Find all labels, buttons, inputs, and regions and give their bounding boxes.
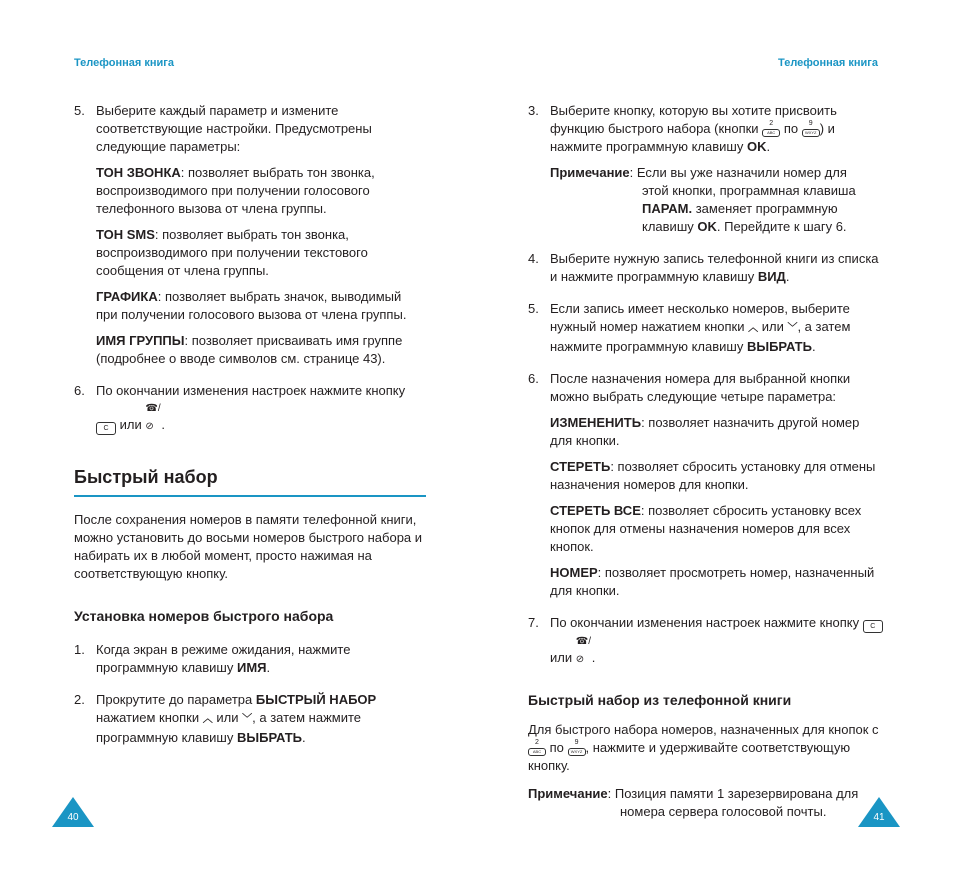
setup-step-5: 5. Если запись имеет несколько номеров, выберите нужный номер нажатием кнопки ︿ или ﹀, а затем нажмите программную клавишу ВЫБРАТЬ. [528, 301, 851, 354]
softkey-label: ВЫБРАТЬ [746, 339, 812, 354]
end-key-icon: ☎/⊘ [145, 403, 161, 432]
page-number-badge [52, 797, 94, 827]
softkey-label: OK [746, 139, 767, 154]
note-text: : Позиция памяти 1 зарезервирована для [607, 786, 859, 801]
option-edit [528, 414, 884, 450]
option-desc: : позволяет назначить другой номер для кнопки. [550, 415, 860, 448]
menu-option: БЫСТРЫЙ НАБОР [255, 692, 377, 707]
key-2-icon [528, 741, 546, 757]
left-page-body [74, 102, 426, 747]
option-term: ТОН ЗВОНКА [96, 165, 181, 180]
step-number: 4. [528, 251, 539, 266]
setup-step-3: 3. Выберите кнопку, которую вы хотите присвоить функцию быстрого набора (кнопки 2 ABC по 9 WXYZ ) и нажмите программную клавишу OK. [528, 103, 837, 154]
key-9-icon [568, 741, 586, 757]
step-text: Выберите нужную запись телефонной книги из списка и нажмите программную клавишу [550, 251, 879, 284]
note-text: : Если вы уже назначили номер для [629, 165, 847, 180]
note-text: . Перейдите к шагу 6. [716, 219, 847, 234]
step-number: 7. [528, 615, 539, 630]
step-text: По окончании изменения настроек нажмите кнопку [96, 383, 406, 398]
clear-key-icon [96, 422, 116, 435]
paragraph-text: , нажмите и удерживайте соответствующую кнопку. [528, 740, 851, 773]
option-desc: : позволяет сбросить установку для отмены назначения номеров для кнопки. [550, 459, 876, 492]
note-1 [528, 164, 884, 236]
softkey-label: ВЫБРАТЬ [237, 730, 303, 745]
setup-step-7: 7. По окончании изменения настроек нажмите кнопку C или ☎/⊘ . [528, 614, 884, 667]
end-key-icon: ☎/⊘ [575, 636, 591, 665]
key-letters: ABC [762, 129, 780, 137]
softkey-label: OK [697, 219, 717, 234]
paragraph-text: Для быстрого набора номеров, назначенных для кнопок с [528, 722, 879, 737]
step-number: 5. [528, 301, 539, 316]
step-text: По окончании изменения настроек нажмите кнопку [550, 615, 860, 630]
step-number: 3. [528, 103, 539, 118]
option-desc: : позволяет сбросить установку всех кнопок для отмены назначения номеров для всех кнопок. [550, 503, 862, 554]
note-text: этой кнопки, программная клавиша [642, 183, 856, 198]
key-digit: 2 [769, 120, 774, 127]
step-number: 2. [74, 692, 85, 707]
page-number-badge [858, 797, 900, 827]
step-text-or: или [550, 650, 573, 665]
softkey-label: ПАРАМ. [642, 201, 693, 216]
option-term: ТОН SMS [96, 227, 155, 242]
step-6: 6. По окончании изменения настроек нажмите кнопку C или ☎/⊘ . [74, 382, 426, 435]
clear-key-glyph: C [103, 425, 109, 432]
key-2-icon [762, 122, 780, 138]
section-title: Быстрый набор [74, 465, 426, 497]
option-desc: : позволяет выбрать значок, выводимый при получении голосового вызова от члена группы. [96, 289, 407, 322]
step-number: 6. [528, 371, 539, 386]
setup-step-2: 2. Прокрутите до параметра БЫСТРЫЙ НАБОР нажатием кнопки ︿ или ﹀, а затем нажмите программную клавишу ВЫБРАТЬ. [74, 692, 377, 745]
option-sms-tone [74, 226, 426, 280]
step-text: После назначения номера для выбранной кнопки можно выбрать следующие четыре параметра: [550, 371, 851, 404]
running-header-left: Телефонная книга [74, 57, 174, 69]
note-text: заменяет программную клавишу [642, 201, 838, 234]
key-letters: WXYZ [568, 748, 586, 756]
option-term: ГРАФИКА [96, 289, 158, 304]
step-text-or: или [216, 710, 239, 725]
up-key-icon: ︿ [202, 714, 213, 725]
option-desc: : позволяет просмотреть номер, назначенный для кнопки. [550, 565, 875, 598]
paragraph-text: по [549, 740, 564, 755]
option-ring-tone [74, 164, 426, 218]
key-letters: ABC [528, 748, 546, 756]
running-header-right: Телефонная книга [778, 57, 878, 69]
option-term: СТЕРЕТЬ [550, 459, 611, 474]
option-number [528, 564, 884, 600]
section-intro: После сохранения номеров в памяти телефонной книги, можно установить до восьми номеров быстрого набора и набирать их в любой момент, просто нажимая на соответствующую кнопку. [74, 512, 423, 581]
key-digit: 2 [535, 739, 539, 746]
paragraph [528, 721, 884, 775]
step-text: , а затем нажмите программную клавишу [96, 710, 362, 745]
option-desc: : позволяет выбрать тон звонка, воспроизводимого при получении текстового сообщения от члена группы. [96, 227, 368, 278]
step-text: нажатием кнопки [96, 710, 200, 725]
step-number: 6. [74, 383, 85, 398]
option-desc: : позволяет присваивать имя группе (подробнее о вводе символов см. странице 43). [96, 333, 403, 366]
down-key-icon: ﹀ [242, 714, 253, 725]
page-number: 41 [873, 812, 885, 823]
note-2 [528, 785, 884, 821]
key-digit: 9 [808, 120, 813, 127]
key-digit: 9 [574, 739, 579, 746]
option-term: ИЗМЕНЕНИТЬ [550, 415, 642, 430]
key-9-icon [802, 122, 820, 138]
step-text: Если запись имеет несколько номеров, выберите нужный номер нажатием кнопки [550, 301, 850, 334]
option-graphic [74, 288, 426, 324]
key-letters: WXYZ [802, 129, 820, 137]
note-text: номера сервера голосовой почты. [620, 804, 827, 819]
down-key-icon: ﹀ [787, 323, 798, 334]
option-desc: : позволяет выбрать тон звонка, воспроизводимого при получении голосового телефонного вызова от члена группы. [96, 165, 375, 216]
option-delete [528, 458, 884, 494]
step-text: , а затем нажмите программную клавишу [550, 319, 851, 354]
softkey-label: ИМЯ [237, 660, 267, 675]
setup-step-1: 1. Когда экран в режиме ожидания, нажмите программную клавишу ИМЯ. [74, 642, 351, 675]
right-page-body [528, 102, 884, 821]
step-text: ) и нажмите программную клавишу [550, 121, 835, 154]
option-group-name [74, 332, 426, 368]
step-5 [74, 102, 426, 156]
option-term: ИМЯ ГРУППЫ [96, 333, 185, 348]
note-label: Примечание [528, 786, 608, 801]
note-label: Примечание [550, 165, 630, 180]
page-number: 40 [67, 812, 79, 823]
step-text: Когда экран в режиме ожидания, нажмите программную клавишу [96, 642, 351, 675]
up-key-icon: ︿ [748, 323, 759, 334]
subsection-title: Быстрый набор из телефонной книги [528, 692, 792, 708]
clear-key-glyph: C [870, 623, 876, 630]
setup-step-4: 4. Выберите нужную запись телефонной книги из списка и нажмите программную клавишу ВИД. [528, 251, 879, 284]
step-text: Выберите каждый параметр и измените соответствующие настройки. Предусмотрены следующие параметры: [96, 103, 372, 154]
option-term: СТЕРЕТЬ ВСЕ [550, 503, 641, 518]
step-text: по [783, 121, 799, 136]
step-text-or: или [761, 319, 784, 334]
subsection-title: Установка номеров быстрого набора [74, 608, 334, 624]
softkey-label: ВИД [757, 269, 786, 284]
setup-step-6 [528, 370, 884, 406]
option-delete-all [528, 502, 884, 556]
step-text: Выберите кнопку, которую вы хотите присвоить функцию быстрого набора (кнопки [550, 103, 837, 136]
step-text-or: или [119, 417, 142, 432]
step-number: 1. [74, 642, 85, 657]
option-term: НОМЕР [550, 565, 598, 580]
clear-key-icon [863, 620, 883, 633]
step-number: 5. [74, 103, 85, 118]
step-text: Прокрутите до параметра [96, 692, 253, 707]
